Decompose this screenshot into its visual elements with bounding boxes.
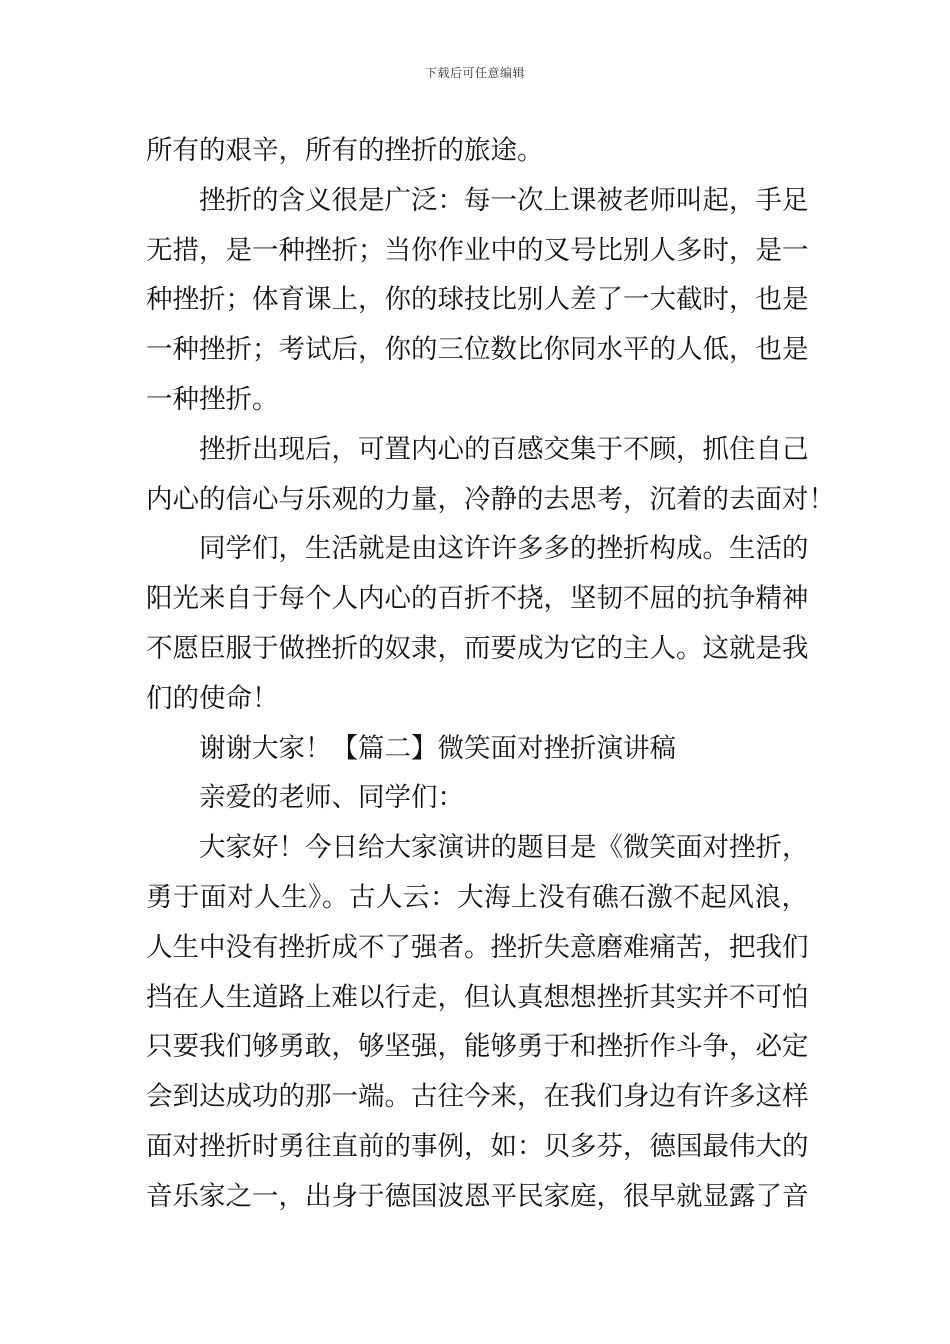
text-line: 无措，是一种挫折；当你作业中的叉号比别人多时，是一 — [146, 234, 809, 266]
text-line: 挫折出现后，可置内心的百感交集于不顾，抓住自己 — [199, 433, 809, 465]
text-line: 所有的艰辛，所有的挫折的旅途。 — [146, 135, 544, 166]
text-line: 一种挫折。 — [146, 383, 279, 415]
text-line: 面对挫折时勇往直前的事例，如：贝多芬，德国最伟大的 — [146, 1130, 809, 1162]
text-line: 一种挫折；考试后，你的三位数比你同水平的人低，也是 — [146, 334, 809, 366]
document-body — [146, 126, 835, 1222]
text-line: 不愿臣服于做挫折的奴隶，而要成为它的主人。这就是我 — [146, 632, 809, 664]
text-line: 会到达成功的那一端。古往今来，在我们身边有许多这样 — [146, 1081, 809, 1113]
text-line: 阳光来自于每个人内心的百折不挠，坚韧不屈的抗争精神 — [146, 583, 809, 615]
text-line: 挡在人生道路上难以行走，但认真想想挫折其实并不可怕 — [146, 981, 809, 1013]
text-line: 勇于面对人生》。古人云：大海上没有礁石激不起风浪， — [146, 881, 808, 913]
text-line: 音乐家之一，出身于德国波恩平民家庭，很早就显露了音 — [146, 1180, 809, 1212]
text-line: 只要我们够勇敢，够坚强，能够勇于和挫折作斗争，必定 — [146, 1031, 809, 1063]
text-line: 同学们，生活就是由这许许多多的挫折构成。生活的 — [199, 533, 809, 565]
text-line: 挫折的含义很是广泛：每一次上课被老师叫起，手足 — [199, 184, 809, 216]
text-line: 人生中没有挫折成不了强者。挫折失意磨难痛苦，把我们 — [146, 931, 809, 963]
text-line: 大家好！今日给大家演讲的题目是《微笑面对挫折， — [199, 832, 809, 864]
text-line: 谢谢大家！【篇二】微笑面对挫折演讲稿 — [199, 732, 676, 764]
text-line: 们的使命！ — [146, 682, 279, 714]
text-line: 种挫折；体育课上，你的球技比别人差了一大截时，也是 — [146, 284, 809, 316]
text-line: 亲爱的老师、同学们： — [199, 782, 464, 814]
text-line: 内心的信心与乐观的力量，冷静的去思考，沉着的去面对！ — [146, 483, 835, 515]
page-header: 下载后可任意编辑 — [424, 66, 525, 80]
